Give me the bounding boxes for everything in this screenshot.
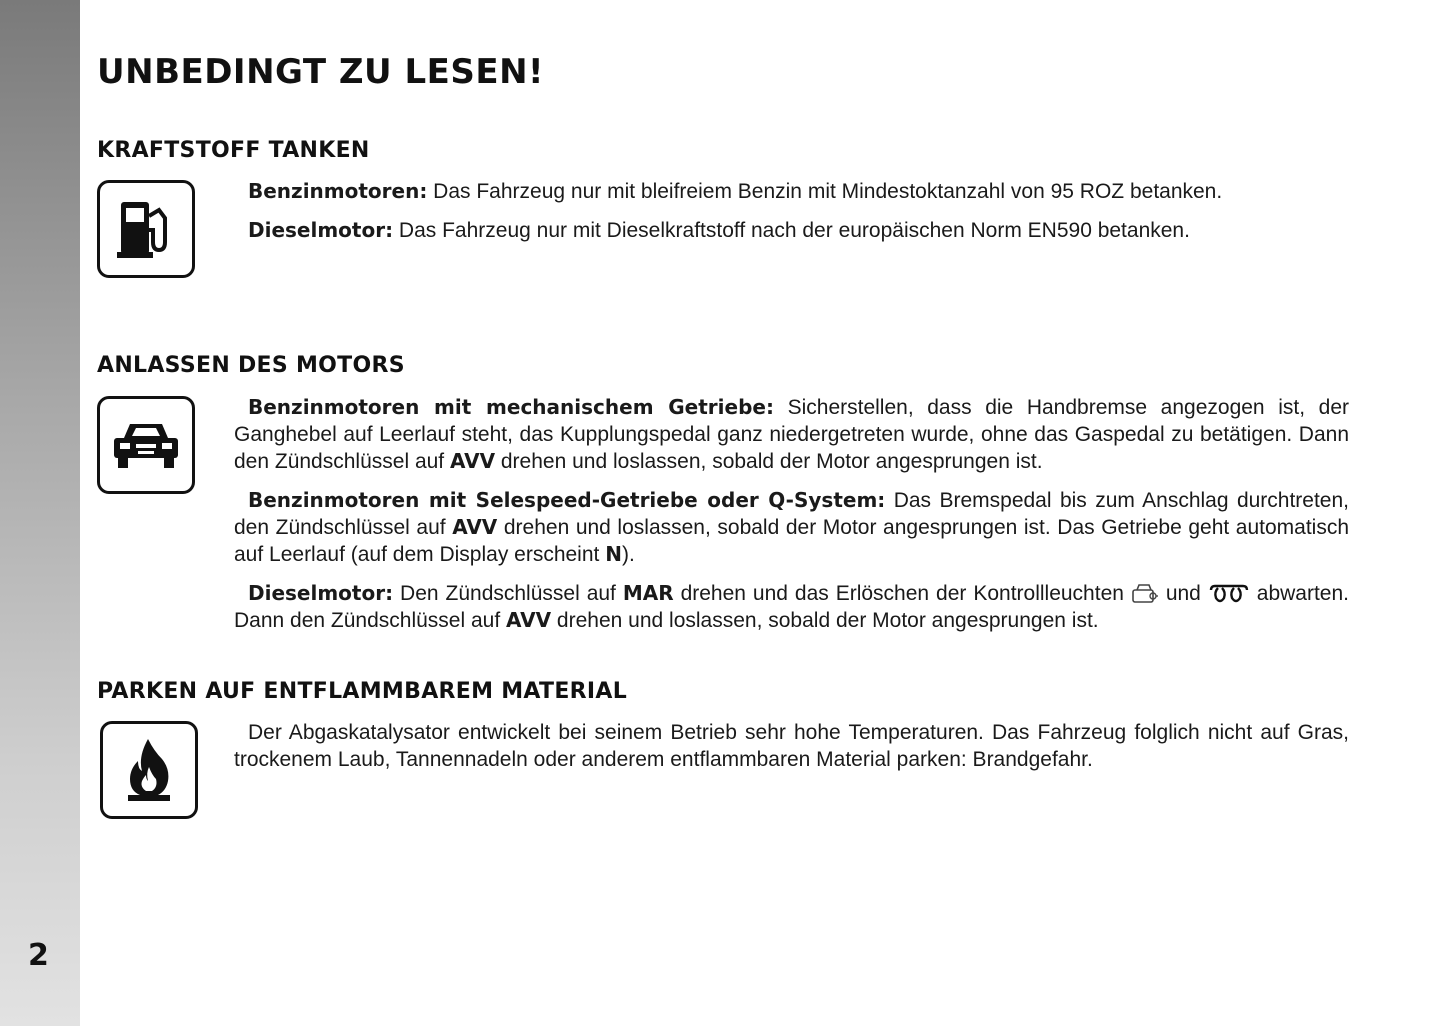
section-heading-parking: PARKEN AUF ENTFLAMMBAREM MATERIAL	[97, 679, 628, 704]
start-diesel-text-4: abwarten. Dann den Zündschlüssel auf	[234, 582, 1349, 632]
fuel-icon-box	[97, 180, 195, 278]
start-manual-lead: Benzinmotoren mit mechanischem Getriebe:	[248, 395, 774, 419]
start-content	[234, 394, 1349, 646]
start-selespeed-lead: Benzinmotoren mit Selespeed-Getriebe oder Q-System:	[248, 488, 886, 512]
page-title: UNBEDINGT ZU LESEN!	[97, 52, 545, 92]
key-position-avv: AVV	[452, 515, 498, 539]
start-selespeed-text-1: Das Bremspedal bis zum Anschlag durchtreten, den Zündschlüssel auf	[234, 489, 1350, 539]
flame-icon-box	[100, 721, 198, 819]
fuel-diesel-lead: Dieselmotor:	[248, 218, 394, 242]
parking-content	[234, 719, 1349, 785]
start-diesel-lead: Dieselmotor:	[248, 581, 394, 605]
start-manual-text-2: drehen und loslassen, sobald der Motor angesprungen ist.	[495, 450, 1043, 473]
section-heading-start: ANLASSEN DES MOTORS	[97, 353, 405, 378]
section-heading-fuel: KRAFTSTOFF TANKEN	[97, 138, 370, 163]
display-neutral-n: N	[605, 542, 622, 566]
page-number: 2	[28, 938, 49, 973]
start-manual-paragraph	[234, 394, 1349, 475]
car-icon-box	[97, 396, 195, 494]
key-position-avv: AVV	[506, 608, 552, 632]
side-strip	[0, 0, 80, 1026]
fuel-petrol-text: Das Fahrzeug nur mit bleifreiem Benzin mit Mindestoktanzahl von 95 ROZ betanken.	[427, 180, 1223, 203]
start-selespeed-paragraph	[234, 487, 1349, 568]
start-diesel-paragraph	[234, 580, 1349, 634]
glow-plug-icon	[1208, 584, 1250, 604]
fuel-pump-icon	[115, 196, 177, 262]
start-diesel-text-5: drehen und loslassen, sobald der Motor angesprungen ist.	[551, 609, 1099, 632]
fuel-diesel-text: Das Fahrzeug nur mit Dieselkraftstoff nach der europäischen Norm EN590 betanken.	[393, 219, 1190, 242]
immobilizer-warning-icon	[1131, 582, 1159, 604]
key-position-mar: MAR	[622, 581, 674, 605]
flame-icon	[124, 737, 174, 803]
fuel-diesel-paragraph	[234, 217, 1349, 244]
start-diesel-text-3: und	[1158, 582, 1208, 605]
start-diesel-text-2: drehen und das Erlöschen der Kontrollleuchten	[673, 582, 1131, 605]
start-selespeed-text-2: drehen und loslassen, sobald der Motor angesprungen ist. Das Getriebe geht automatisch auf Leerlauf (auf dem Display erscheint	[234, 516, 1350, 566]
key-position-avv: AVV	[449, 449, 496, 473]
fuel-petrol-paragraph	[234, 178, 1349, 205]
start-manual-text-1: Sicherstellen, dass die Handbremse angezogen ist, der Ganghebel auf Leerlauf steht, das Kupplungspedal ganz niedergetreten wurde, ohne das Gaspedal zu betätigen. Dann den Zündschlüssel auf	[234, 396, 1349, 473]
start-diesel-text-1: Den Zündschlüssel auf	[393, 582, 623, 605]
fuel-petrol-lead: Benzinmotoren:	[248, 179, 428, 203]
car-front-icon	[112, 418, 180, 472]
fuel-content	[234, 178, 1349, 256]
start-selespeed-text-3: ).	[621, 543, 635, 566]
parking-paragraph: Der Abgaskatalysator entwickelt bei seinem Betrieb sehr hohe Temperaturen. Das Fahrzeug folglich nicht auf Gras, trockenem Laub, Tannennadeln oder anderem entflammbaren Material parken: Brandgefahr.	[234, 721, 1349, 771]
